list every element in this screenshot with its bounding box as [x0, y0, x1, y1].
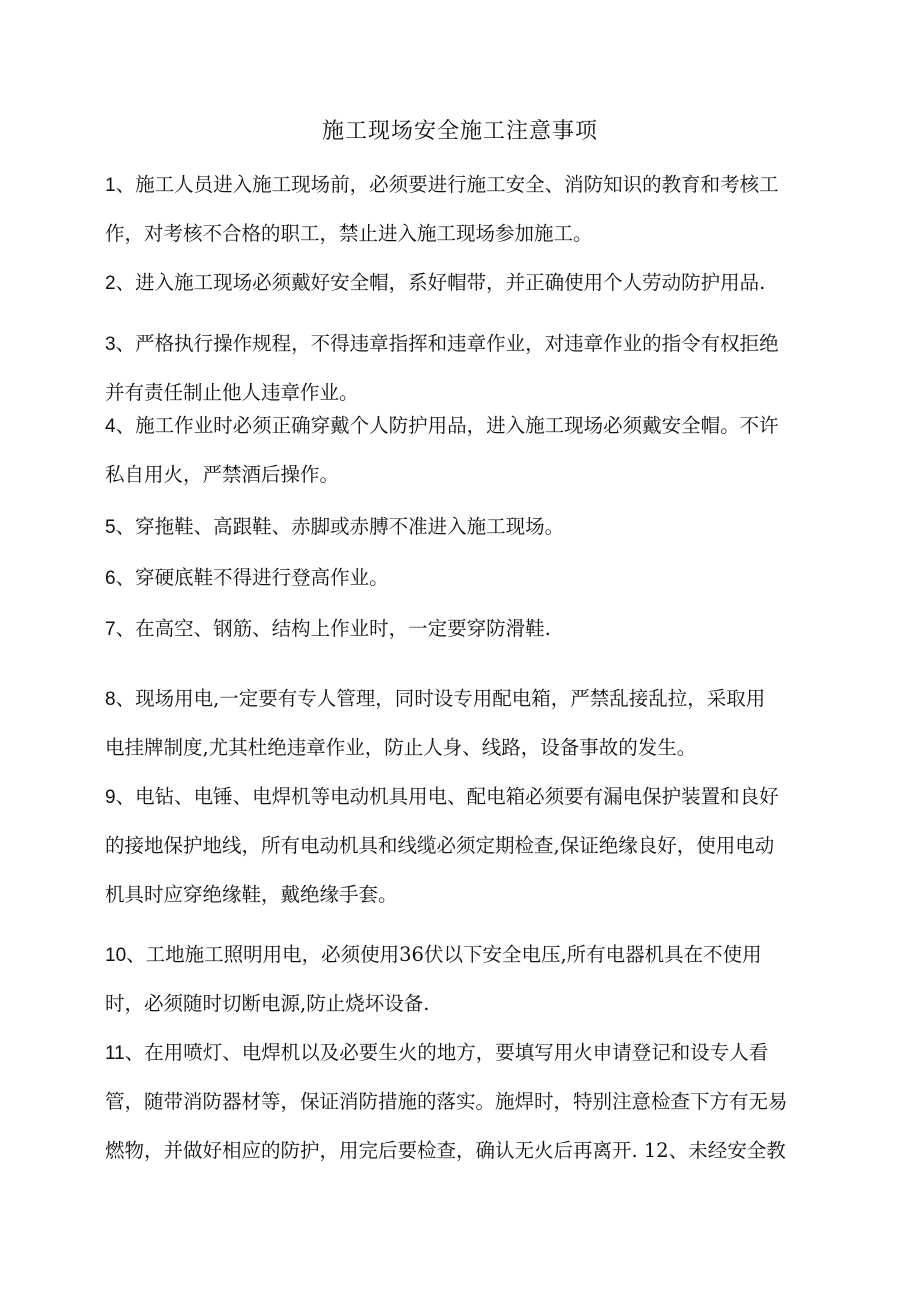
item-8-line-2 — [105, 733, 696, 763]
item-5-line-1 — [105, 512, 564, 543]
item-3-line-1 — [105, 329, 779, 360]
item-number: 2 — [105, 273, 116, 294]
item-9-line-2 — [105, 831, 774, 861]
item-text: 、施工人员进入施工现场前，必须要进行施工安全、消防知识的教育和考核工 — [115, 173, 779, 196]
item-text: 并有责任制止他人违章作业。 — [105, 381, 359, 404]
item-text: 机具时应穿绝缘鞋，戴绝缘手套。 — [105, 883, 398, 906]
item-text: 、在用喷灯、电焊机以及必要生火的地方，要填写用火申请登记和设专人看 — [124, 1041, 769, 1064]
item-2-line-1 — [105, 268, 765, 299]
item-1-line-2 — [105, 219, 593, 249]
item-text: 燃物，并做好相应的防护，用完后要检查，确认无火后再离开. 12、未经安全教 — [105, 1139, 786, 1162]
item-text: 、穿拖鞋、高跟鞋、赤脚或赤膊不准进入施工现场。 — [115, 515, 565, 538]
item-text: 的接地保护地线，所有电动机具和线缆必须定期检查,保证绝缘良好，使用电动 — [105, 834, 775, 857]
item-number: 5 — [105, 517, 116, 538]
item-4-line-2 — [105, 460, 339, 490]
item-3-line-2 — [105, 378, 359, 408]
item-11-line-3 — [105, 1136, 786, 1166]
item-text: 、电钻、电锤、电焊机等电动机具用电、配电箱必须要有漏电保护装置和良好 — [115, 785, 779, 808]
item-10-line-1 — [105, 940, 762, 971]
item-text: 作，对考核不合格的职工，禁止进入施工现场参加施工。 — [105, 222, 593, 245]
item-text: 、穿硬底鞋不得进行登高作业。 — [115, 566, 389, 589]
item-6-line-1 — [105, 563, 389, 594]
item-number: 3 — [105, 334, 116, 355]
item-10-line-2 — [105, 989, 429, 1019]
item-number: 7 — [105, 619, 116, 640]
item-9-line-1 — [105, 782, 779, 813]
item-text: 时，必须随时切断电源,防止烧坏设备. — [105, 992, 430, 1015]
document-title: 施工现场安全施工注意事项 — [321, 119, 598, 144]
item-number: 11 — [105, 1043, 125, 1064]
item-11-line-1 — [105, 1038, 768, 1069]
item-number: 8 — [105, 689, 116, 710]
item-text: 电挂牌制度,尤其杜绝违章作业，防止人身、线路，设备事故的发生。 — [105, 736, 697, 759]
item-text: 、进入施工现场必须戴好安全帽，系好帽带，并正确使用个人劳动防护用品. — [115, 271, 766, 294]
item-4-line-1 — [105, 411, 779, 442]
item-text: 、现场用电,一定要有专人管理，同时设专用配电箱，严禁乱接乱拉，采取用 — [115, 687, 766, 710]
item-9-line-3 — [105, 880, 398, 910]
item-number: 6 — [105, 568, 116, 589]
item-number: 1 — [105, 175, 116, 196]
item-number: 4 — [105, 416, 116, 437]
item-text: 私自用火，严禁酒后操作。 — [105, 463, 340, 486]
item-8-line-1 — [105, 684, 765, 715]
item-text: 、在高空、钢筋、结构上作业时，一定要穿防滑鞋. — [115, 617, 551, 640]
item-text: 、工地施工照明用电，必须使用36伏以下安全电压,所有电器机具在不使用 — [126, 943, 762, 966]
item-text: 管，随带消防器材等，保证消防措施的落实。施焊时，特别注意检查下方有无易 — [105, 1090, 788, 1113]
item-11-line-2 — [105, 1087, 788, 1117]
item-number: 10 — [105, 945, 127, 966]
item-1-line-1 — [105, 170, 779, 201]
item-text: 、施工作业时必须正确穿戴个人防护用品，进入施工现场必须戴安全帽。不许 — [115, 414, 779, 437]
item-text: 、严格执行操作规程，不得违章指挥和违章作业，对违章作业的指令有权拒绝 — [115, 332, 779, 355]
item-7-line-1 — [105, 614, 551, 645]
item-number: 9 — [105, 787, 116, 808]
